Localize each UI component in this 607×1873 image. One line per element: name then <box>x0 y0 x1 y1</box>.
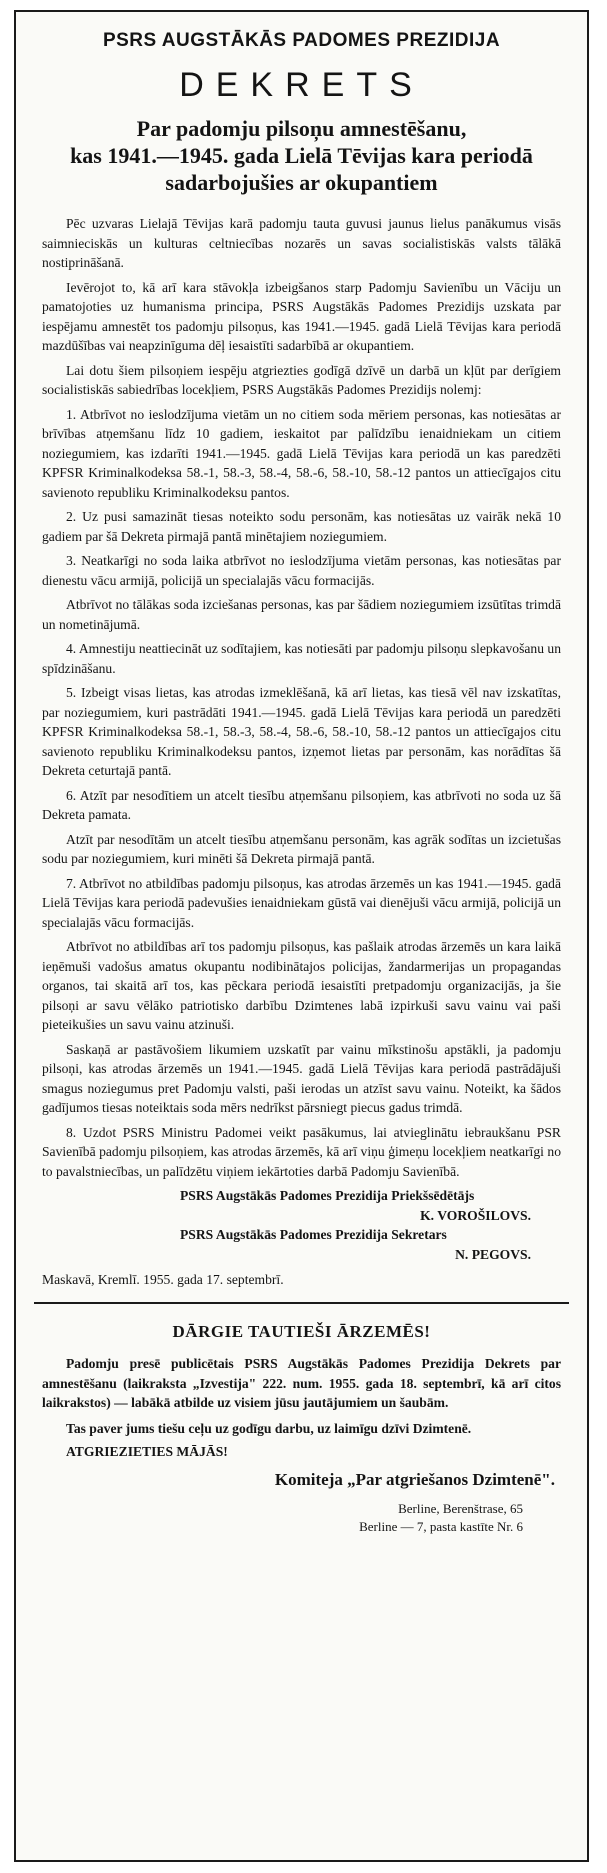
appeal-paragraph: Padomju presē publicētais PSRS Augstākās Padomes Prezidija Dekrets par amnestēšanu (laikraksta „Izvestija" 222. num. 1955. gada 18. septembrī, kā arī citos laikrakstos) — labākā atbilde uz visiem jūsu jautājumiem un šaubām. <box>42 1356 561 1410</box>
decree-paragraph: Atbrīvot no atbildības arī tos padomju pilsoņus, kas pašlaik atrodas ārzemēs un kara laikā ieņēmuši vadošus amatus okupantu nodibinātajos policijas, žandarmerijas un propagandas organos, tai skaitā arī tos, kas pēckara periodā iesaistīti pretpadomju organizacijās, ja šie pilsoņi ar savu vēlāko patriotisko darbību Dzimtenes labā izpirkuši savu vainu vai paši pieteikušies un savu vainu atzinuši. <box>42 939 561 1032</box>
committee-address <box>42 1500 561 1536</box>
document-sheet <box>14 10 589 1862</box>
decree-paragraph: Atbrīvot no tālākas soda izciešanas personas, kas par šādiem noziegumiem izsūtītas trimdā un nometinājumā. <box>42 597 561 632</box>
appeal-title: DĀRGIE TAUTIEŠI ĀRZEMĒS! <box>172 1322 431 1341</box>
subtitle-line: sadarbojušies ar okupantiem <box>165 170 438 195</box>
signatory-title: PSRS Augstākās Padomes Prezidija Priekšsēdētājs <box>180 1188 475 1203</box>
decree-article-4: 4. Amnestiju neattiecināt uz sodītajiem, kas notiesāti par padomju pilsoņu slepkavošanu un spīdzināšanu. <box>42 641 561 676</box>
decree-article-8: 8. Uzdot PSRS Ministru Padomei veikt pasākumus, lai atvieglinātu iebraukšanu PSR Savienībā padomju pilsoņiem, kas atrodas ārzemēs, kā arī viņu ģimeņu locekļiem neatkarīgi no to pavalstniecības, un palīdzētu viņiem iekārtoties darbā Padomju Savienībā. <box>42 1124 561 1179</box>
signature-block <box>42 1186 561 1264</box>
decree-article-2: 2. Uz pusi samazināt tiesas noteikto sodu personām, kas notiesātas uz vairāk nekā 10 gadiem par šā Dekreta pirmajā pantā minētajiem noziegumiem. <box>42 509 561 544</box>
issuer-header: PSRS AUGSTĀKĀS PADOMES PREZIDIJA <box>102 30 501 51</box>
decree-paragraph: Ievērojot to, kā arī kara stāvokļa izbeigšanos starp Padomju Savienību un Vāciju un pamatojoties uz humanisma principa, PSRS Augstākās Padomes Prezidijs uzskata par iespējamu amnestēt tos padomju pilsoņus, kas 1941.—1945. gadā Lielā Tēvijas kara periodā mazdūšības vai neapzinīguma dēļ iesaistīti sadarbībā ar okupantiem. <box>42 279 561 353</box>
decree-article-6: 6. Atzīt par nesodītiem un atcelt tiesību atņemšanu pilsoņiem, kas atbrīvoti no soda uz šā Dekreta pamata. <box>42 787 561 822</box>
section-divider <box>34 1302 569 1304</box>
subtitle-line: Par padomju pilsoņu amnestēšanu, <box>136 116 467 141</box>
document-title: DEKRETS <box>179 66 424 104</box>
decree-paragraph: Pēc uzvaras Lielajā Tēvijas karā padomju tauta guvusi jaunus lielus panākumus visās saimnieciskās un kulturas celtniecības nozarēs un savas socialistiskās valsts tālākā nostiprināšanā. <box>42 216 561 270</box>
appeal-section <box>42 1322 561 1536</box>
decree-article-7: 7. Atbrīvot no atbildības padomju pilsoņus, kas atrodas ārzemēs un kas 1941.—1945. gadā Lielā Tēvijas kara periodā padevušies ienaidniekam gūstā vai dienējuši vācu armijā, policijā un specialajās vācu formacijās. <box>42 875 561 930</box>
signatory-title: PSRS Augstākās Padomes Prezidija Sekretars <box>180 1227 447 1242</box>
decree-paragraph: Atzīt par nesodītām un atcelt tiesību atņemšanu personām, kas agrāk sodītas un izcietušas sodu par noziegumiem, kuri minēti šā Dekreta pirmajā pantā. <box>42 831 561 866</box>
decree-paragraph: Lai dotu šiem pilsoņiem iespēju atgriezties godīgā dzīvē un darbā un kļūt par derīgiem socialistiskās sabiedrības locekļiem, PSRS Augstākās Padomes Prezidijs nolemj: <box>42 362 561 397</box>
document-subtitle <box>42 115 561 196</box>
address-line: Berline, Berenštrase, 65 <box>398 1501 523 1516</box>
address-line: Berline — 7, pasta kastīte Nr. 6 <box>359 1519 523 1534</box>
signatory-name: N. PEGOVS. <box>455 1246 531 1262</box>
appeal-paragraph: Tas paver jums tiešu ceļu uz godīgu darbu, uz laimīgu dzīvi Dzimtenē. <box>66 1420 472 1436</box>
decree-article-1: 1. Atbrīvot no ieslodzījuma vietām un no citiem soda mēriem personas, kas notiesātas ar brīvības atņemšanu līdz 10 gadiem, ieskaitot par palīdzību ienaidniekam un citiem noziegumiem, kas izdarīti 1941.—1945. gadā Lielā Tēvijas kara periodā un kas paredzēti KPFSR Kriminalkodeksa 58.-1, 58.-3, 58.-4, 58.-6, 58.-10, 58.-12 pantos un attiecīgajos citu savienoto republiku Kriminalkodeksu pantos. <box>42 406 561 500</box>
committee-name: Komiteja „Par atgriešanos Dzimtenē". <box>274 1470 555 1489</box>
place-and-date: Maskavā, Kremlī. 1955. gada 17. septembrī. <box>42 1272 284 1287</box>
decree-article-3: 3. Neatkarīgi no soda laika atbrīvot no ieslodzījuma vietām personas, kas notiesātas par dienestu vācu armijā, policijā un specialajās vācu formacijās. <box>42 553 561 588</box>
decree-paragraph: Saskaņā ar pastāvošiem likumiem uzskatīt par vainu mīkstinošu apstākli, ja padomju pilsoņi, kas atrodas ārzemēs un 1941.—1945. gadā Lielā Tēvijas kara periodā pastrādājuši smagus noziegumus pret Padomju valsti, paši ierodas un atzīst savu vainu. Noteikt, ka šādos gadījumos tiesas noteiktais soda mērs nedrīkst pārsniegt piecus gadus trimdā. <box>42 1041 561 1115</box>
signatory-name: K. VOROŠILOVS. <box>420 1207 531 1223</box>
subtitle-line: kas 1941.—1945. gada Lielā Tēvijas kara periodā <box>70 143 533 168</box>
decree-article-5: 5. Izbeigt visas lietas, kas atrodas izmeklēšanā, kā arī lietas, kas tiesā vēl nav izskatītas, par noziegumiem, kuri pastrādāti 1941.—1945. gadā Lielā Tēvijas kara periodā un paredzēti KPFSR Kriminalkodeksa 58.-1, 58.-3, 58.-4, 58.-6, 58.-10, 58.-12 pantos un attiecīgajos citu savienoto republiku Kriminalkodeksu pantos, izņemot lietas par personām, kas norādītas šā Dekreta ceturtajā pantā. <box>42 685 561 778</box>
appeal-call-to-action: ATGRIEZIETIES MĀJĀS! <box>66 1444 228 1459</box>
decree-body <box>42 214 561 1181</box>
